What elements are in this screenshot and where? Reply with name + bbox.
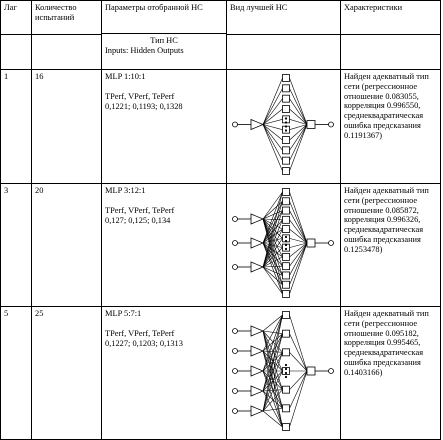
input-terminal (233, 329, 238, 334)
header-best: Вид лучшей НС (227, 1, 341, 35)
header-params-cell (102, 1, 227, 70)
hidden-neuron (283, 349, 290, 356)
output-terminal (329, 241, 334, 246)
hidden-neuron (283, 263, 290, 270)
header-sub-lag (1, 35, 32, 70)
row-perf-values: 0,1227; 0,1203; 0,1313 (105, 338, 183, 348)
row-perf-label: TPerf, VPerf, TePerf (105, 91, 175, 101)
hidden-neuron (283, 168, 290, 175)
hidden-neuron (283, 95, 290, 102)
output-terminal (329, 122, 334, 127)
header-lag: Лаг (1, 1, 32, 35)
row-network-cell (227, 307, 341, 440)
connection-line (290, 78, 308, 125)
table-row (1, 184, 441, 307)
input-neuron (251, 214, 263, 224)
row-perf-label: TPerf, VPerf, TePerf (105, 328, 175, 338)
input-terminal (233, 409, 238, 414)
header-trials: Количество испытаний (32, 1, 102, 35)
ellipsis-dot (285, 368, 287, 370)
connection-line (263, 125, 283, 161)
header-sub-best (227, 35, 341, 70)
ellipsis-dot (285, 129, 287, 131)
input-neuron (251, 238, 263, 248)
connection-line (290, 125, 308, 161)
input-neuron (251, 346, 263, 356)
input-neuron (251, 386, 263, 396)
row-lag: 5 (1, 307, 32, 440)
output-neuron (307, 367, 315, 375)
connection-line (290, 371, 308, 408)
row-lag: 3 (1, 184, 32, 307)
row-characteristics: Найден адекватный тип сети (регрессионное отношение 0.083055, корреляция 0.996550, среднеквадратическая ошибка предсказания 0.1191367) (341, 70, 441, 184)
connection-line (263, 125, 283, 172)
header-net-type-block (102, 33, 226, 62)
row-mlp: MLP 5:7:1 (105, 309, 142, 318)
input-neuron (251, 406, 263, 416)
hidden-neuron (283, 330, 290, 337)
row-perf-label: TPerf, VPerf, TePerf (105, 205, 175, 215)
row-trials: 25 (32, 307, 102, 440)
input-terminal (233, 369, 238, 374)
header-inputs-hidden: Inputs: Hidden Outputs (105, 45, 184, 55)
output-terminal (329, 369, 334, 374)
ellipsis-dot (285, 121, 287, 123)
network-diagram (227, 307, 341, 435)
hidden-neuron (283, 106, 290, 113)
connection-line (290, 192, 308, 243)
connection-line (263, 78, 283, 125)
ellipsis-dot (285, 125, 287, 127)
hidden-neuron (283, 85, 290, 92)
row-trials: 20 (32, 184, 102, 307)
connection-line (290, 371, 308, 427)
hidden-neuron (283, 312, 290, 319)
ellipsis-dot (285, 240, 287, 242)
hidden-neuron (283, 405, 290, 412)
hidden-neuron (283, 291, 290, 298)
connection-line (263, 351, 283, 390)
header-sub-trials (32, 35, 102, 70)
connection-line (290, 315, 308, 371)
connection-line (290, 334, 308, 371)
row-mlp: MLP 1:10:1 (105, 72, 146, 81)
network-diagram (227, 184, 341, 302)
header-sub-chars (341, 35, 441, 70)
connection-line (290, 211, 308, 243)
ellipsis-dot (285, 236, 287, 238)
hidden-neuron (283, 216, 290, 223)
hidden-neuron (283, 147, 290, 154)
input-terminal (233, 122, 238, 127)
hidden-neuron (283, 424, 290, 431)
connection-line (290, 243, 308, 285)
ellipsis-dot (285, 372, 287, 374)
input-terminal (233, 349, 238, 354)
header-chars: Характеристики (341, 1, 441, 35)
row-characteristics: Найден адекватный тип сети (регрессионное отношение 0.095182, корреляция 0.995465, среднеквадратическая ошибка предсказания 0.1403166) (341, 307, 441, 440)
input-terminal (233, 265, 238, 270)
row-perf-values: 0,1221; 0,1193; 0,1328 (105, 101, 183, 111)
ellipsis-dot (285, 248, 287, 250)
hidden-neuron (283, 253, 290, 260)
input-neuron (251, 120, 263, 130)
header-params: Параметры отобранной НС (105, 3, 203, 12)
output-neuron (307, 239, 315, 247)
row-lag: 1 (1, 70, 32, 184)
ellipsis-dot (285, 244, 287, 246)
connection-line (290, 125, 308, 172)
row-characteristics: Найден адекватный тип сети (регрессионное отношение 0.085872, корреляция 0.996326, среднеквадратическая ошибка предсказания 0.1253478) (341, 184, 441, 307)
hidden-neuron (283, 137, 290, 144)
header-net-type: Тип НС (150, 36, 178, 45)
connection-line (290, 243, 308, 294)
row-perf-values: 0,127; 0,125; 0,134 (105, 215, 171, 225)
row-mlp: MLP 3:12:1 (105, 186, 146, 195)
connection-line (263, 88, 283, 124)
hidden-neuron (283, 281, 290, 288)
row-params (102, 307, 227, 440)
hidden-neuron (283, 157, 290, 164)
row-network-cell (227, 184, 341, 307)
input-terminal (233, 217, 238, 222)
table-row (1, 307, 441, 440)
row-params (102, 70, 227, 184)
ellipsis-dot (285, 364, 287, 366)
input-neuron (251, 326, 263, 336)
row-network-cell (227, 70, 341, 184)
input-terminal (233, 389, 238, 394)
table-row (1, 70, 441, 184)
hidden-neuron (283, 386, 290, 393)
network-diagram (227, 70, 341, 179)
hidden-neuron (283, 272, 290, 279)
input-neuron (251, 262, 263, 272)
ellipsis-dot (285, 376, 287, 378)
row-trials: 16 (32, 70, 102, 184)
connection-line (290, 243, 308, 275)
hidden-neuron (283, 226, 290, 233)
connection-line (290, 201, 308, 243)
output-neuron (307, 121, 315, 129)
row-params (102, 184, 227, 307)
hidden-neuron (283, 198, 290, 205)
header-row (1, 1, 441, 35)
ellipsis-dot (285, 117, 287, 119)
connection-line (290, 88, 308, 124)
input-neuron (251, 366, 263, 376)
input-terminal (233, 241, 238, 246)
hidden-neuron (283, 75, 290, 82)
hidden-neuron (283, 189, 290, 196)
hidden-neuron (283, 207, 290, 214)
